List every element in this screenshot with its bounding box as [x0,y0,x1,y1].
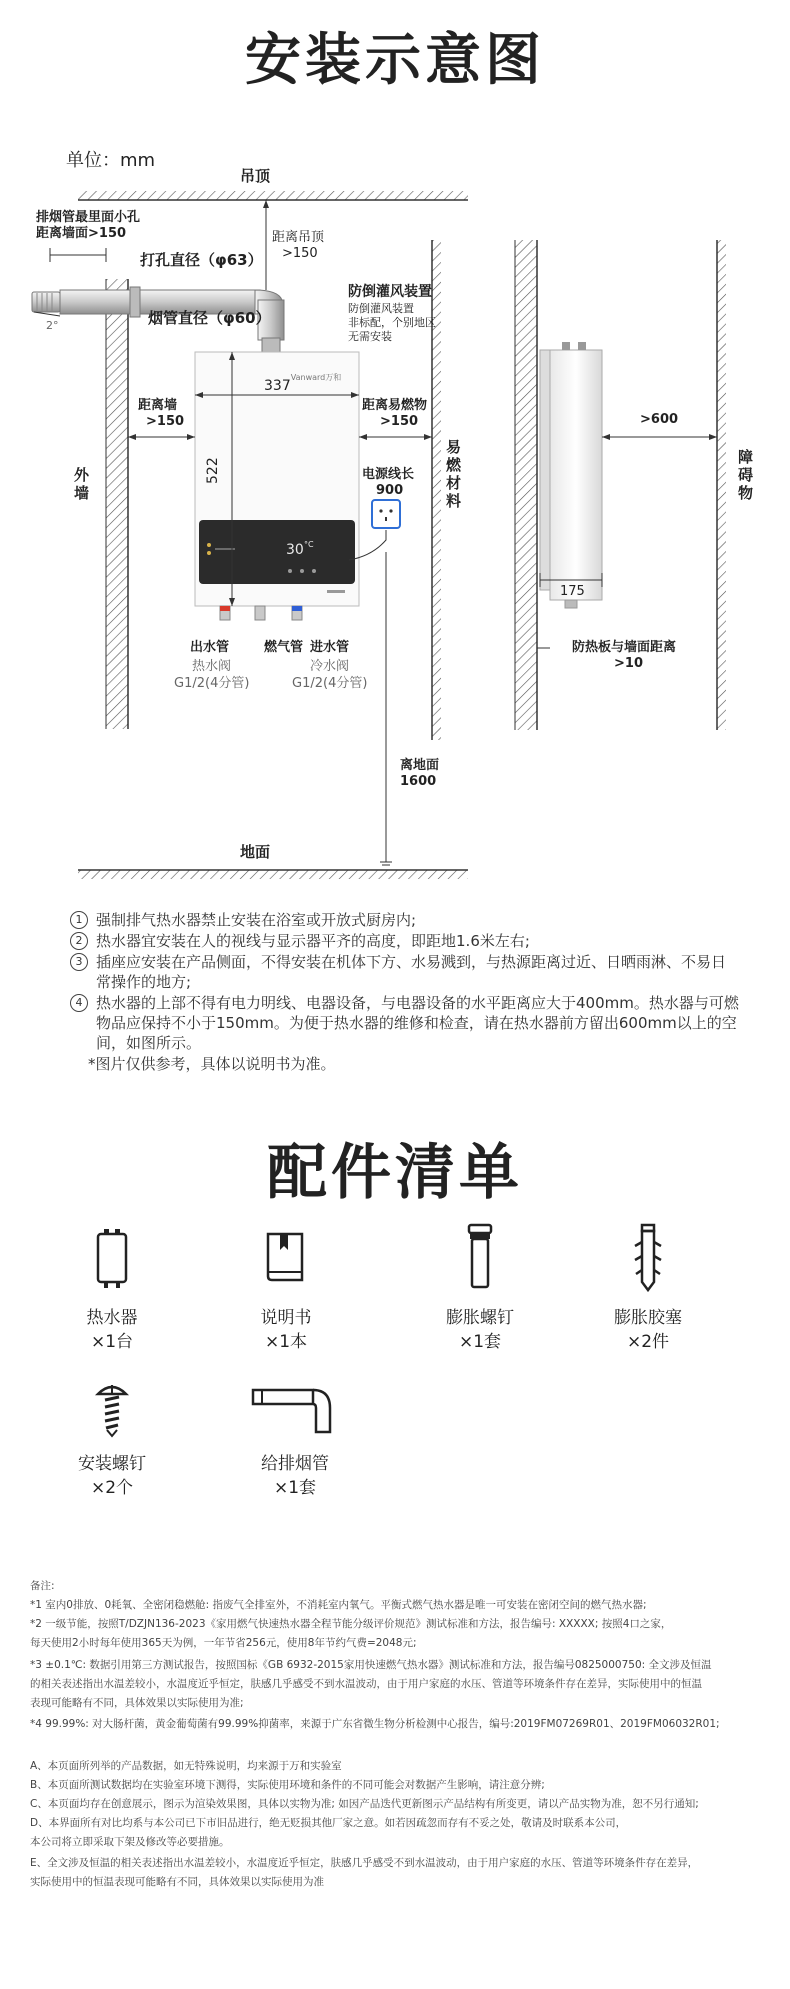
notes-tip: *图片仅供参考，具体以说明书为准。 [88,1055,336,1073]
wind-device-line-1: 防倒灌风装置 [348,302,414,315]
flue-pipe-icon [250,1380,340,1436]
power-cord-label-2: 900 [376,483,404,498]
cold-valve-label: 冷水阀 [310,659,350,674]
wall-dist-label-2: >150 [146,414,185,429]
manual-icon [262,1228,310,1288]
flue-hole-label-1: 排烟管最里面小孔 [36,210,141,225]
floor-dist-label-1: 离地面 [400,758,440,773]
footnote-line: B、本页面所测试数据均在实验室环境下测得，实际使用环境和条件的不同可能会对数据产生影响，请注意分辨; [30,1779,545,1791]
wind-device-line-2: 非标配，个别地区 [348,316,436,329]
outlet-label: 出水管 [190,640,230,655]
wind-device-title: 防倒灌风装置 [348,284,432,300]
accessory-item: 说明书 ×1本 [260,1308,312,1352]
note-item: 1 强制排气热水器禁止安装在浴室或开放式厨房内; [70,910,740,930]
accessory-item: 给排烟管 ×1套 [261,1454,329,1498]
accessories-title: 配件清单 [267,1138,523,1208]
unit-label: 单位：mm [66,150,156,171]
flammable-wall [432,240,441,740]
power-cord-label-1: 电源线长 [362,467,415,482]
accessory-item: 膨胀胶塞 ×2件 [614,1308,682,1352]
floor [78,870,468,879]
ceiling-label: 吊顶 [240,167,271,185]
heater-side [540,342,602,608]
obstacle-label: 障碍物 [738,448,754,502]
footnote-line: *4 99.99%: 对大肠杆菌，黄金葡萄菌有99.99%抑菌率，来源于广东省微生物分析检测中心报告，编号:2019FM07269R01、2019FM06032R01; [30,1718,720,1730]
install-diagram [0,0,790,900]
footnote-line: A、本页面所列举的产品数据，如无特殊说明，均来源于万和实验室 [30,1760,342,1772]
height-dim-label: 522 [205,457,221,484]
accessory-item: 安装螺钉 ×2个 [78,1454,146,1498]
accessory-item: 热水器 ×1台 [86,1308,138,1352]
display-temp: 30 [286,542,304,558]
svg-text:°C: °C [304,540,314,549]
footnote-line: E、全文涉及恒温的相关表述指出水温差较小，水温度近乎恒定，肤感几乎感受不到水温波动，由于用户家庭的水压、管道等环境条件存在差异， [30,1857,699,1869]
note-item: 3 插座应安装在产品侧面，不得安装在机体下方、水易溅到，与热源距离过近、日晒雨淋、不易日常操作的地方; [70,952,740,992]
power-socket-icon [372,500,400,528]
hot-spec-label: G1/2(4分管) [174,676,250,691]
front-dist-label: >600 [640,412,679,427]
hot-valve-label: 热水阀 [192,659,232,674]
footnote-line: C、本页面均存在创意展示，图示为渲染效果图，具体以实物为准; 如因产品迭代更新图示产品结构有所变更，请以产品实物为准，恕不另行通知; [30,1798,699,1810]
floor-dist-label-2: 1600 [400,774,437,789]
install-notes [70,910,740,1074]
gas-label: 燃气管 [264,640,304,655]
board-dist-label-2: >10 [614,656,643,671]
brand-logo: Vanward万和 [290,373,342,382]
width-dim-label: 337 [264,378,291,394]
expansion-bolt-icon [460,1222,500,1292]
flam-dist-label-2: >150 [380,414,419,429]
note-item: 2 热水器宜安装在人的视线与显示器平齐的高度，即距地1.6米左右; [70,931,740,951]
outer-wall [106,279,128,729]
footnote-line: 每天使用2小时每年使用365天为例，一年节省256元，使用8年节约气费=2048元; [30,1637,417,1649]
install-title: 安装示意图 [245,28,545,93]
depth-dim-label: 175 [560,584,585,599]
footnote-line: 的相关表述指出水温差较小，水温度近乎恒定，肤感几乎感受不到水温波动，由于用户家庭的水压、管道等环境条件存在差异，实际使用中的恒温 [30,1678,702,1690]
footnote-line: *3 ±0.1℃: 数据引用第三方测试报告，按照国标《GB 6932-2015家用快速燃气热水器》测试标准和方法，报告编号0825000750: 全文涉及恒温 [30,1659,712,1671]
footnote-line: *2 一级节能，按照T/DZJN136-2023《家用燃气快速热水器全程节能分级评价规范》测试标准和方法，报告编号: XXXXX; 按照4口之家， [30,1618,672,1630]
footnote-line: 备注: [30,1580,55,1592]
flammable-label: 易燃材料 [446,438,462,510]
footnote-line: 本公司将立即采取下架及修改等必要措施。 [30,1836,230,1848]
footnote-line: 实际使用中的恒温表现可能略有不同，具体效果以实际使用为准 [30,1876,324,1888]
wall-dist-label-1: 距离墙 [138,398,178,413]
footnote-line: D、本界面所有对比均系与本公司已下市旧品进行，绝无贬损其他厂家之意。如若因疏忽而存有不妥之处，敬请及时联系本公司， [30,1817,627,1829]
footnote-line: *1 室内0排放、0耗氧、全密闭稳燃舱: 指废气全排室外，不消耗室内氧气。平衡式燃气热水器是唯一可安装在密闭空间的燃气热水器; [30,1599,647,1611]
flam-dist-label-1: 距离易燃物 [362,398,428,413]
flue-hole-label-2: 距离墙面>150 [36,226,127,241]
note-item: 4 热水器的上部不得有电力明线、电器设备，与电器设备的水平距离应大于400mm。热水器与可燃物品应保持不小于150mm。为便于热水器的维修和检查，请在热水器前方留出600mm以上的空间，如图所示。 [70,993,740,1053]
footnote-line: 表现可能略有不同，具体效果以实际使用为准; [30,1697,244,1709]
cold-spec-label: G1/2(4分管) [292,676,368,691]
angle-label: 2° [46,319,59,332]
ceiling [78,191,468,200]
floor-label: 地面 [240,843,271,861]
outer-wall-label: 外墙 [74,466,90,502]
expansion-plug-icon [630,1222,666,1294]
obstacle-wall [717,240,726,730]
side-wall [515,240,537,730]
install-screw-icon [90,1380,134,1438]
ceiling-dist-label-1: 距离吊顶 [272,230,325,245]
wind-device-line-3: 无需安装 [348,330,392,343]
board-dist-label-1: 防热板与墙面距离 [572,640,677,655]
accessory-item: 膨胀螺钉 ×1套 [446,1308,514,1352]
ceiling-dist-label-2: >150 [282,246,318,261]
inlet-label: 进水管 [310,640,350,655]
pipe-dia-label: 烟管直径（φ60） [148,309,271,327]
water-heater-icon [90,1226,134,1290]
drill-dia-label: 打孔直径（φ63） [140,251,263,269]
